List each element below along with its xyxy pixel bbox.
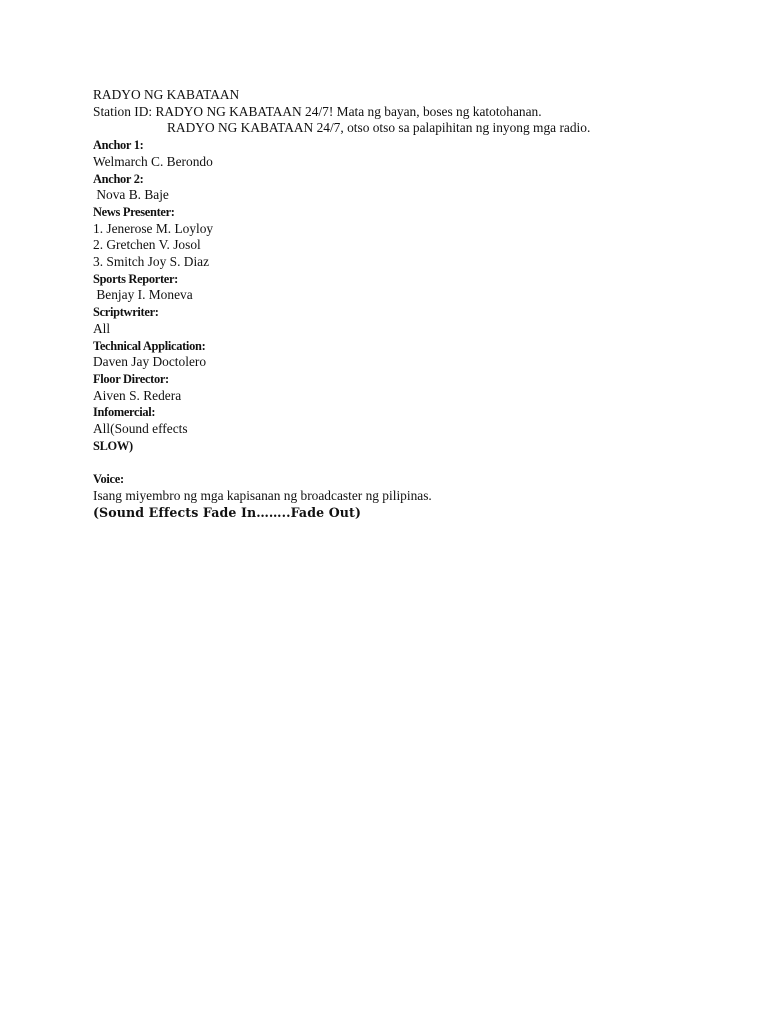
scriptwriter-label: Scriptwriter: xyxy=(93,305,159,320)
sports-reporter-value: Benjay I. Moneva xyxy=(93,287,193,303)
news-presenter-label: News Presenter: xyxy=(93,204,175,219)
anchor-2-value: Nova B. Baje xyxy=(93,187,169,203)
infomercial-value: All(Sound effects xyxy=(93,421,188,437)
news-presenter-item: 2. Gretchen V. Josol xyxy=(93,237,201,253)
voice-line: Isang miyembro ng mga kapisanan ng broadcaster ng pilipinas. xyxy=(93,487,432,503)
program-title: RADYO NG KABATAAN xyxy=(93,87,240,102)
station-id-line-2: RADYO NG KABATAAN 24/7, otso otso sa palapihitan ng inyong mga radio. xyxy=(167,120,591,136)
anchor-1-value: Welmarch C. Berondo xyxy=(93,153,213,169)
scriptwriter-value: All xyxy=(93,320,111,336)
blank-line xyxy=(93,454,733,471)
infomercial-label: Infomercial: xyxy=(93,405,156,420)
floor-director-label: Floor Director: xyxy=(93,371,169,386)
technical-application-label: Technical Application: xyxy=(93,338,206,353)
news-presenter-item: 1. Jenerose M. Loyloy xyxy=(93,220,214,236)
news-presenter-item: 3. Smitch Joy S. Diaz xyxy=(93,254,210,270)
anchor-1-label: Anchor 1: xyxy=(93,138,144,153)
station-id-line-1: Station ID: RADYO NG KABATAAN 24/7! Mata ng bayan, boses ng katotohanan. xyxy=(93,103,542,119)
sports-reporter-label: Sports Reporter: xyxy=(93,271,179,286)
voice-label: Voice: xyxy=(93,472,124,487)
floor-director-value: Aiven S. Redera xyxy=(93,387,182,403)
document-body xyxy=(93,87,733,521)
sound-effects-direction: (Sound Effects Fade In……..Fade Out) xyxy=(93,504,361,520)
infomercial-direction: SLOW) xyxy=(93,438,133,453)
anchor-2-label: Anchor 2: xyxy=(93,171,144,186)
technical-application-value: Daven Jay Doctolero xyxy=(93,354,207,370)
